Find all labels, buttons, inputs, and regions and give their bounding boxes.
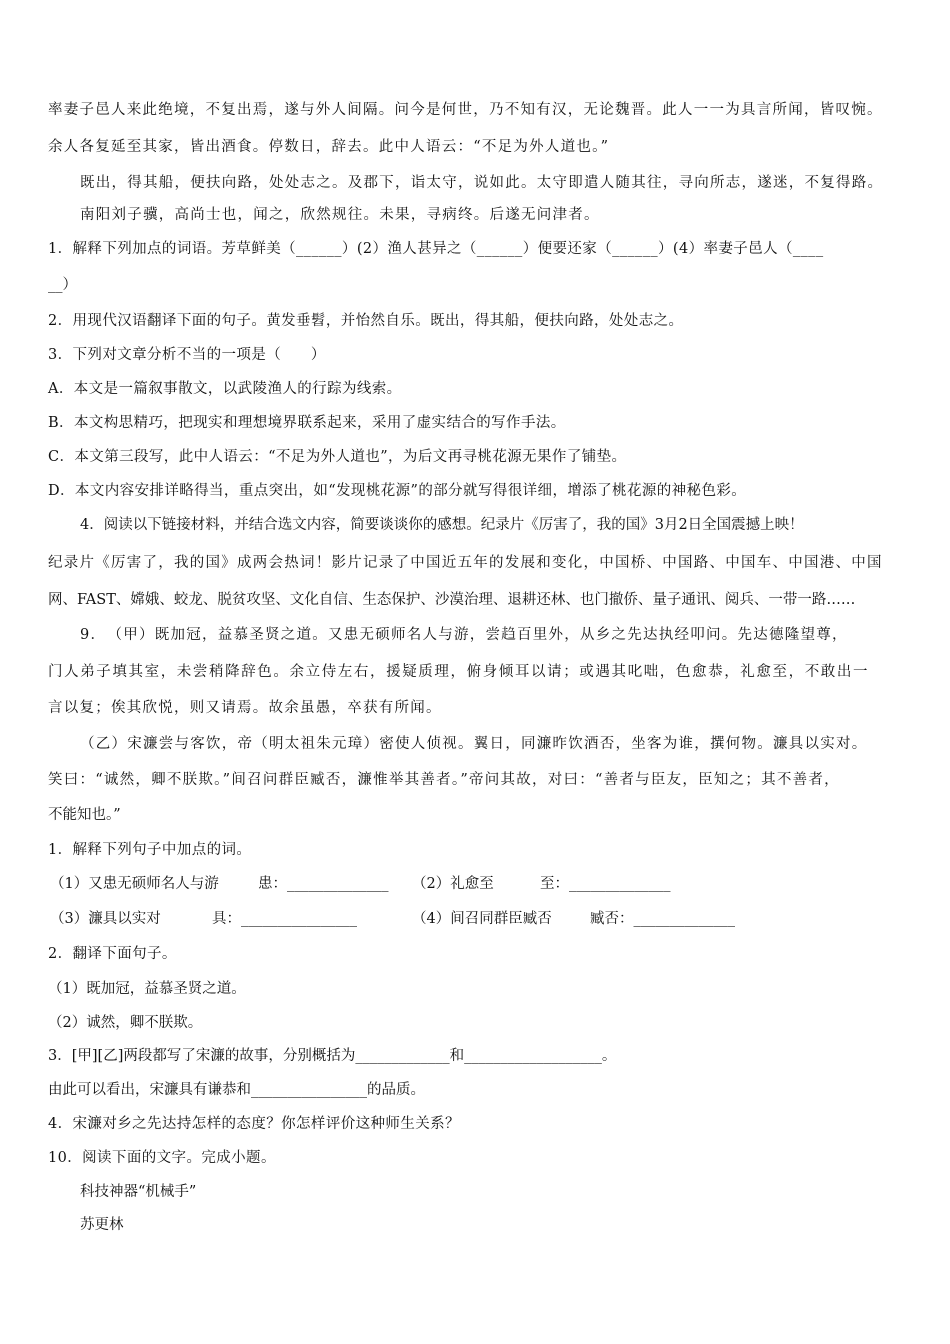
passage2-jia-line3: 言以复；俟其欣悦，则又请焉。故余虽愚，卒获有所闻。 [48, 700, 442, 716]
passage2-jia-line2: 门人弟子填其室，未尝稍降辞色。余立侍左右，援疑质理，俯身倾耳以请；或遇其叱咄，色愈恭，礼愈至，不敢出一 [48, 664, 870, 680]
q2-3-line2: 由此可以看出，宋濂具有谦恭和________________的品质。 [48, 1082, 425, 1098]
q1-line1: 1．解释下列加点的词语。芳草鲜美（______）(2）渔人甚异之（______）便要还家（______）(4）率妻子邑人（____ [48, 241, 824, 257]
passage1-line1: 率妻子邑人来此绝境，不复出焉，遂与外人间隔。问今是何世，乃不知有汉，无论魏晋。此人一一为具言所闻，皆叹惋。 [48, 102, 883, 118]
passage2-jia-line1: 9． （甲）既加冠，益慕圣贤之道。又患无硕师名人与游，尝趋百里外，从乡之先达执经叩问。先达德隆望尊， [80, 627, 848, 643]
item1-sentence: （1）又患无硕师名人与游 [50, 876, 219, 892]
item2-sentence: （2）礼愈至 [412, 876, 494, 892]
option-d: D．本文内容安排详略得当，重点突出，如“发现桃花源”的部分就写得很详细，增添了桃花源的神秘色彩。 [48, 483, 747, 499]
item4-blank: 臧否：______________ [590, 911, 735, 927]
item1-blank: 患：______________ [258, 876, 389, 892]
passage1-line4: 南阳刘子骥，高尚士也，闻之，欣然规往。未果，寻病终。后遂无问津者。 [80, 207, 600, 223]
option-b: B．本文构思精巧，把现实和理想境界联系起来，采用了虚实结合的写作手法。 [48, 415, 566, 431]
q2-4-text: 4．宋濂对乡之先达持怎样的态度？你怎样评价这种师生关系？ [48, 1116, 460, 1132]
option-c: C．本文第三段写，此中人语云：“不足为外人道也”，为后文再寻桃花源无果作了铺垫。 [48, 449, 627, 465]
q2-2-text: 2．翻译下面句子。 [48, 946, 177, 962]
item2-blank: 至：______________ [540, 876, 671, 892]
passage1-line3: 既出，得其船，便扶向路，处处志之。及郡下，诣太守，说如此。太守即遣人随其往，寻向所志，遂迷，不复得路。 [80, 175, 884, 191]
q4-line2: 纪录片《厉害了，我的国》成两会热词！影片记录了中国近五年的发展和变化，中国桥、中国路、中国车、中国港、中国 [48, 555, 883, 571]
passage2-yi-line1: （乙）宋濂尝与客饮，帝（明太祖朱元璋）密使人侦视。翼日，同濂昨饮酒否，坐客为谁，撰何物。濂具以实对。 [80, 736, 868, 752]
q2-3-line1: 3．[甲][乙]两段都写了宋濂的故事，分别概括为_____________和___________________。 [48, 1048, 617, 1064]
item3-sentence: （3）濂具以实对 [50, 911, 161, 927]
q10-text: 10．阅读下面的文字。完成小题。 [48, 1150, 276, 1166]
passage1-line2: 余人各复延至其家，皆出酒食。停数日，辞去。此中人语云：“不足为外人道也。” [48, 139, 610, 155]
passage2-yi-line3: 不能知也。” [48, 807, 121, 823]
q4-line1: 4．阅读以下链接材料，并结合选文内容，简要谈谈你的感想。纪录片《厉害了，我的国》3月2日全国震撼上映！ [80, 517, 804, 533]
q1-line2: __） [48, 277, 77, 293]
q2-2-item1: （1）既加冠，益慕圣贤之道。 [48, 981, 246, 997]
q2-1-text: 1．解释下列句子中加点的词。 [48, 842, 252, 858]
article-title: 科技神器“机械手” [80, 1184, 197, 1200]
q2-text: 2．用现代汉语翻译下面的句子。黄发垂髫，并怡然自乐。既出，得其船，便扶向路，处处志之。 [48, 313, 684, 329]
item4-sentence: （4）间召同群臣臧否 [412, 911, 552, 927]
item3-blank: 具：________________ [212, 911, 357, 927]
q3-text: 3．下列对文章分析不当的一项是（ ） [48, 347, 326, 363]
q4-line3: 网、FAST、嫦娥、蛟龙、脱贫攻坚、文化自信、生态保护、沙漠治理、退耕还林、也门撤侨、量子通讯、阅兵、一带一路…… [48, 592, 856, 608]
passage2-yi-line2: 笑曰：“诚然，卿不朕欺。”间召问群臣臧否，濂惟举其善者。”帝问其故，对曰：“善者与臣友，臣知之；其不善者， [48, 772, 840, 788]
option-a: A．本文是一篇叙事散文，以武陵渔人的行踪为线索。 [48, 381, 402, 397]
article-author: 苏更林 [80, 1217, 124, 1233]
q2-2-item2: （2）诚然，卿不朕欺。 [48, 1015, 203, 1031]
